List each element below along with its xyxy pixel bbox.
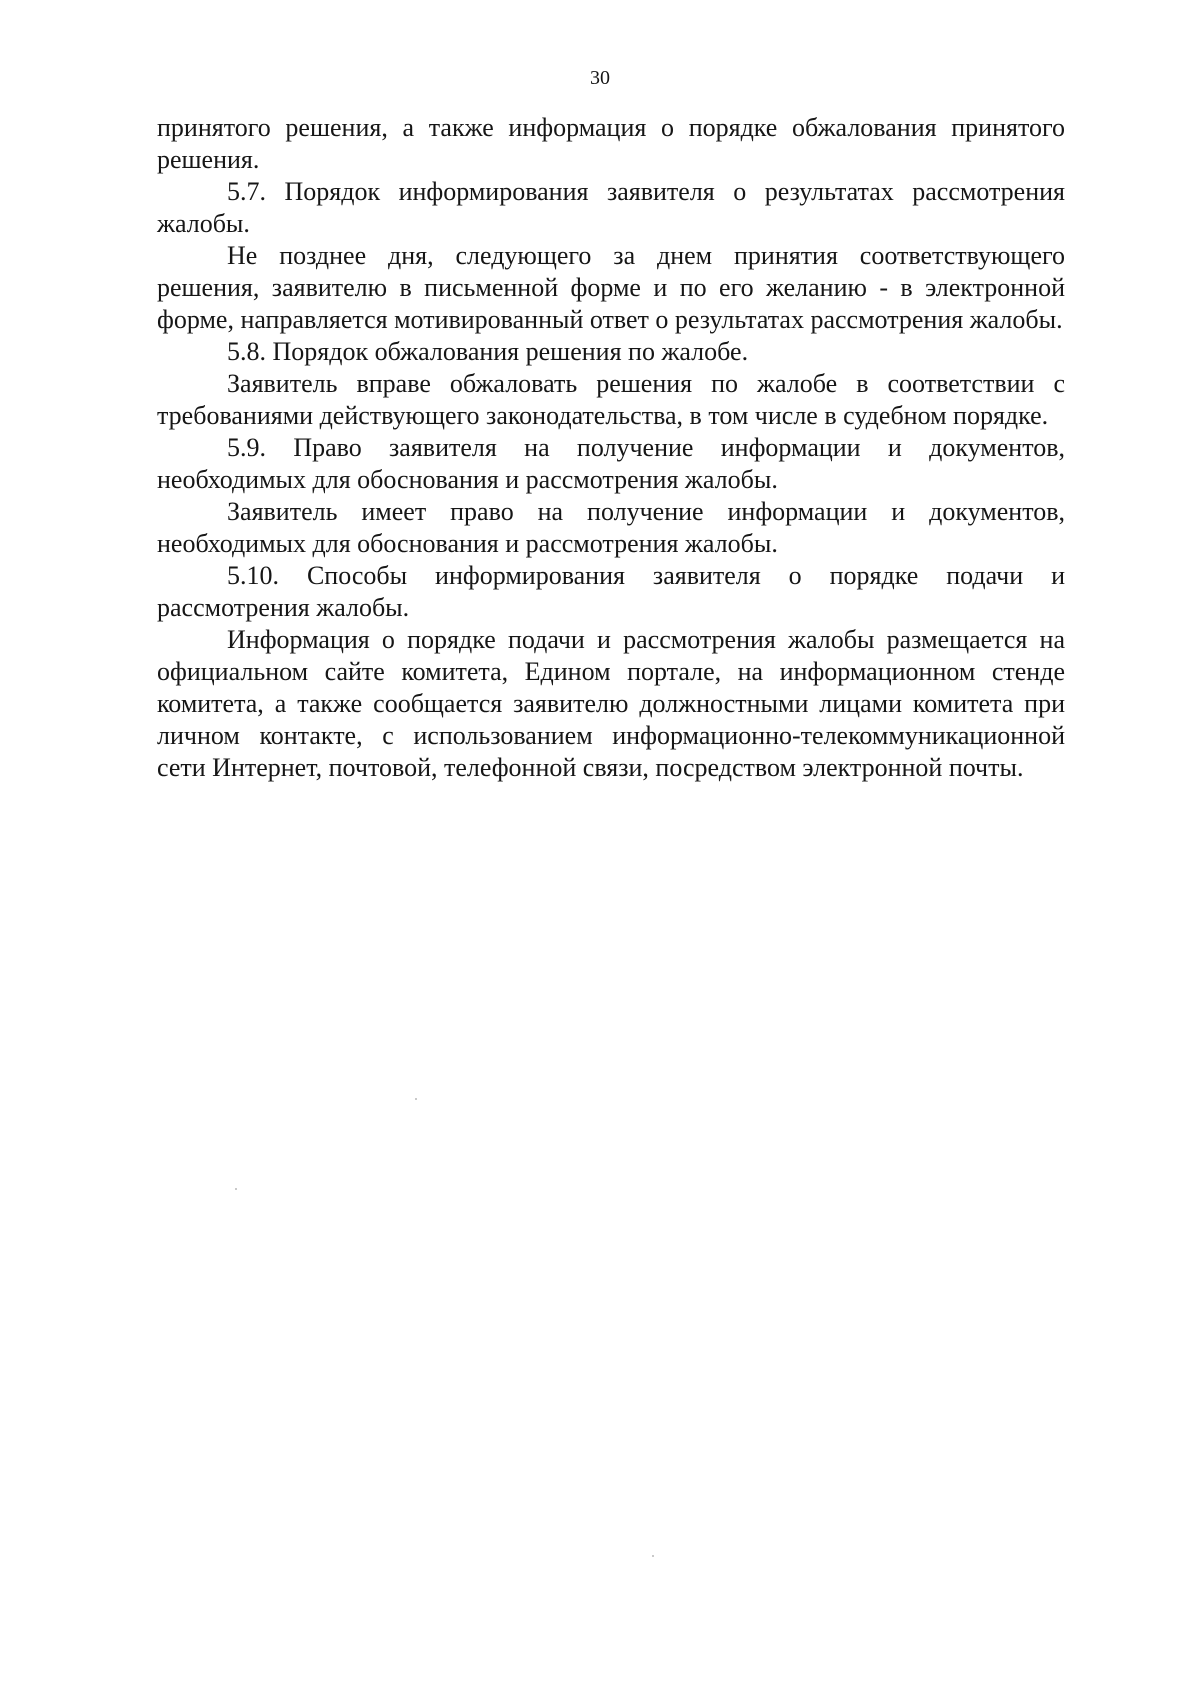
document-body [157, 112, 1065, 784]
paragraph-heading-5-9: 5.9. Право заявителя на получение информации и документов, необходимых для обоснования и рассмотрения жалобы. [157, 433, 1065, 494]
paragraph-continuation: принятого решения, а также информация о порядке обжалования принятого решения. [157, 113, 1065, 174]
paragraph-body-5-9: Заявитель имеет право на получение информации и документов, необходимых для обоснования и рассмотрения жалобы. [157, 497, 1065, 558]
paragraph-body-5-10: Информация о порядке подачи и рассмотрения жалобы размещается на официальном сайте комитета, Едином портале, на информационном стенде комитета, а также сообщается заявителю должностными лицами комитета при личном контакте, с использованием информационно-телекоммуникационной сети Интернет, почтовой, телефонной связи, посредством электронной почты. [157, 625, 1065, 782]
scan-speck [415, 1098, 417, 1100]
scan-speck [652, 1555, 654, 1557]
paragraph-body-5-8: Заявитель вправе обжаловать решения по жалобе в соответствии с требованиями действующего законодательства, в том числе в судебном порядке. [157, 369, 1065, 430]
paragraph-body-5-7: Не позднее дня, следующего за днем принятия соответствующего решения, заявителю в письменной форме и по его желанию - в электронной форме, направляется мотивированный ответ о результатах рассмотрения жалобы. [157, 241, 1065, 334]
paragraph-heading-5-7: 5.7. Порядок информирования заявителя о результатах рассмотрения жалобы. [157, 177, 1065, 238]
paragraph-heading-5-10: 5.10. Способы информирования заявителя о порядке подачи и рассмотрения жалобы. [157, 561, 1065, 622]
page-number: 30 [590, 67, 610, 89]
paragraph-heading-5-8: 5.8. Порядок обжалования решения по жалобе. [227, 337, 749, 366]
scan-speck [235, 1188, 237, 1190]
